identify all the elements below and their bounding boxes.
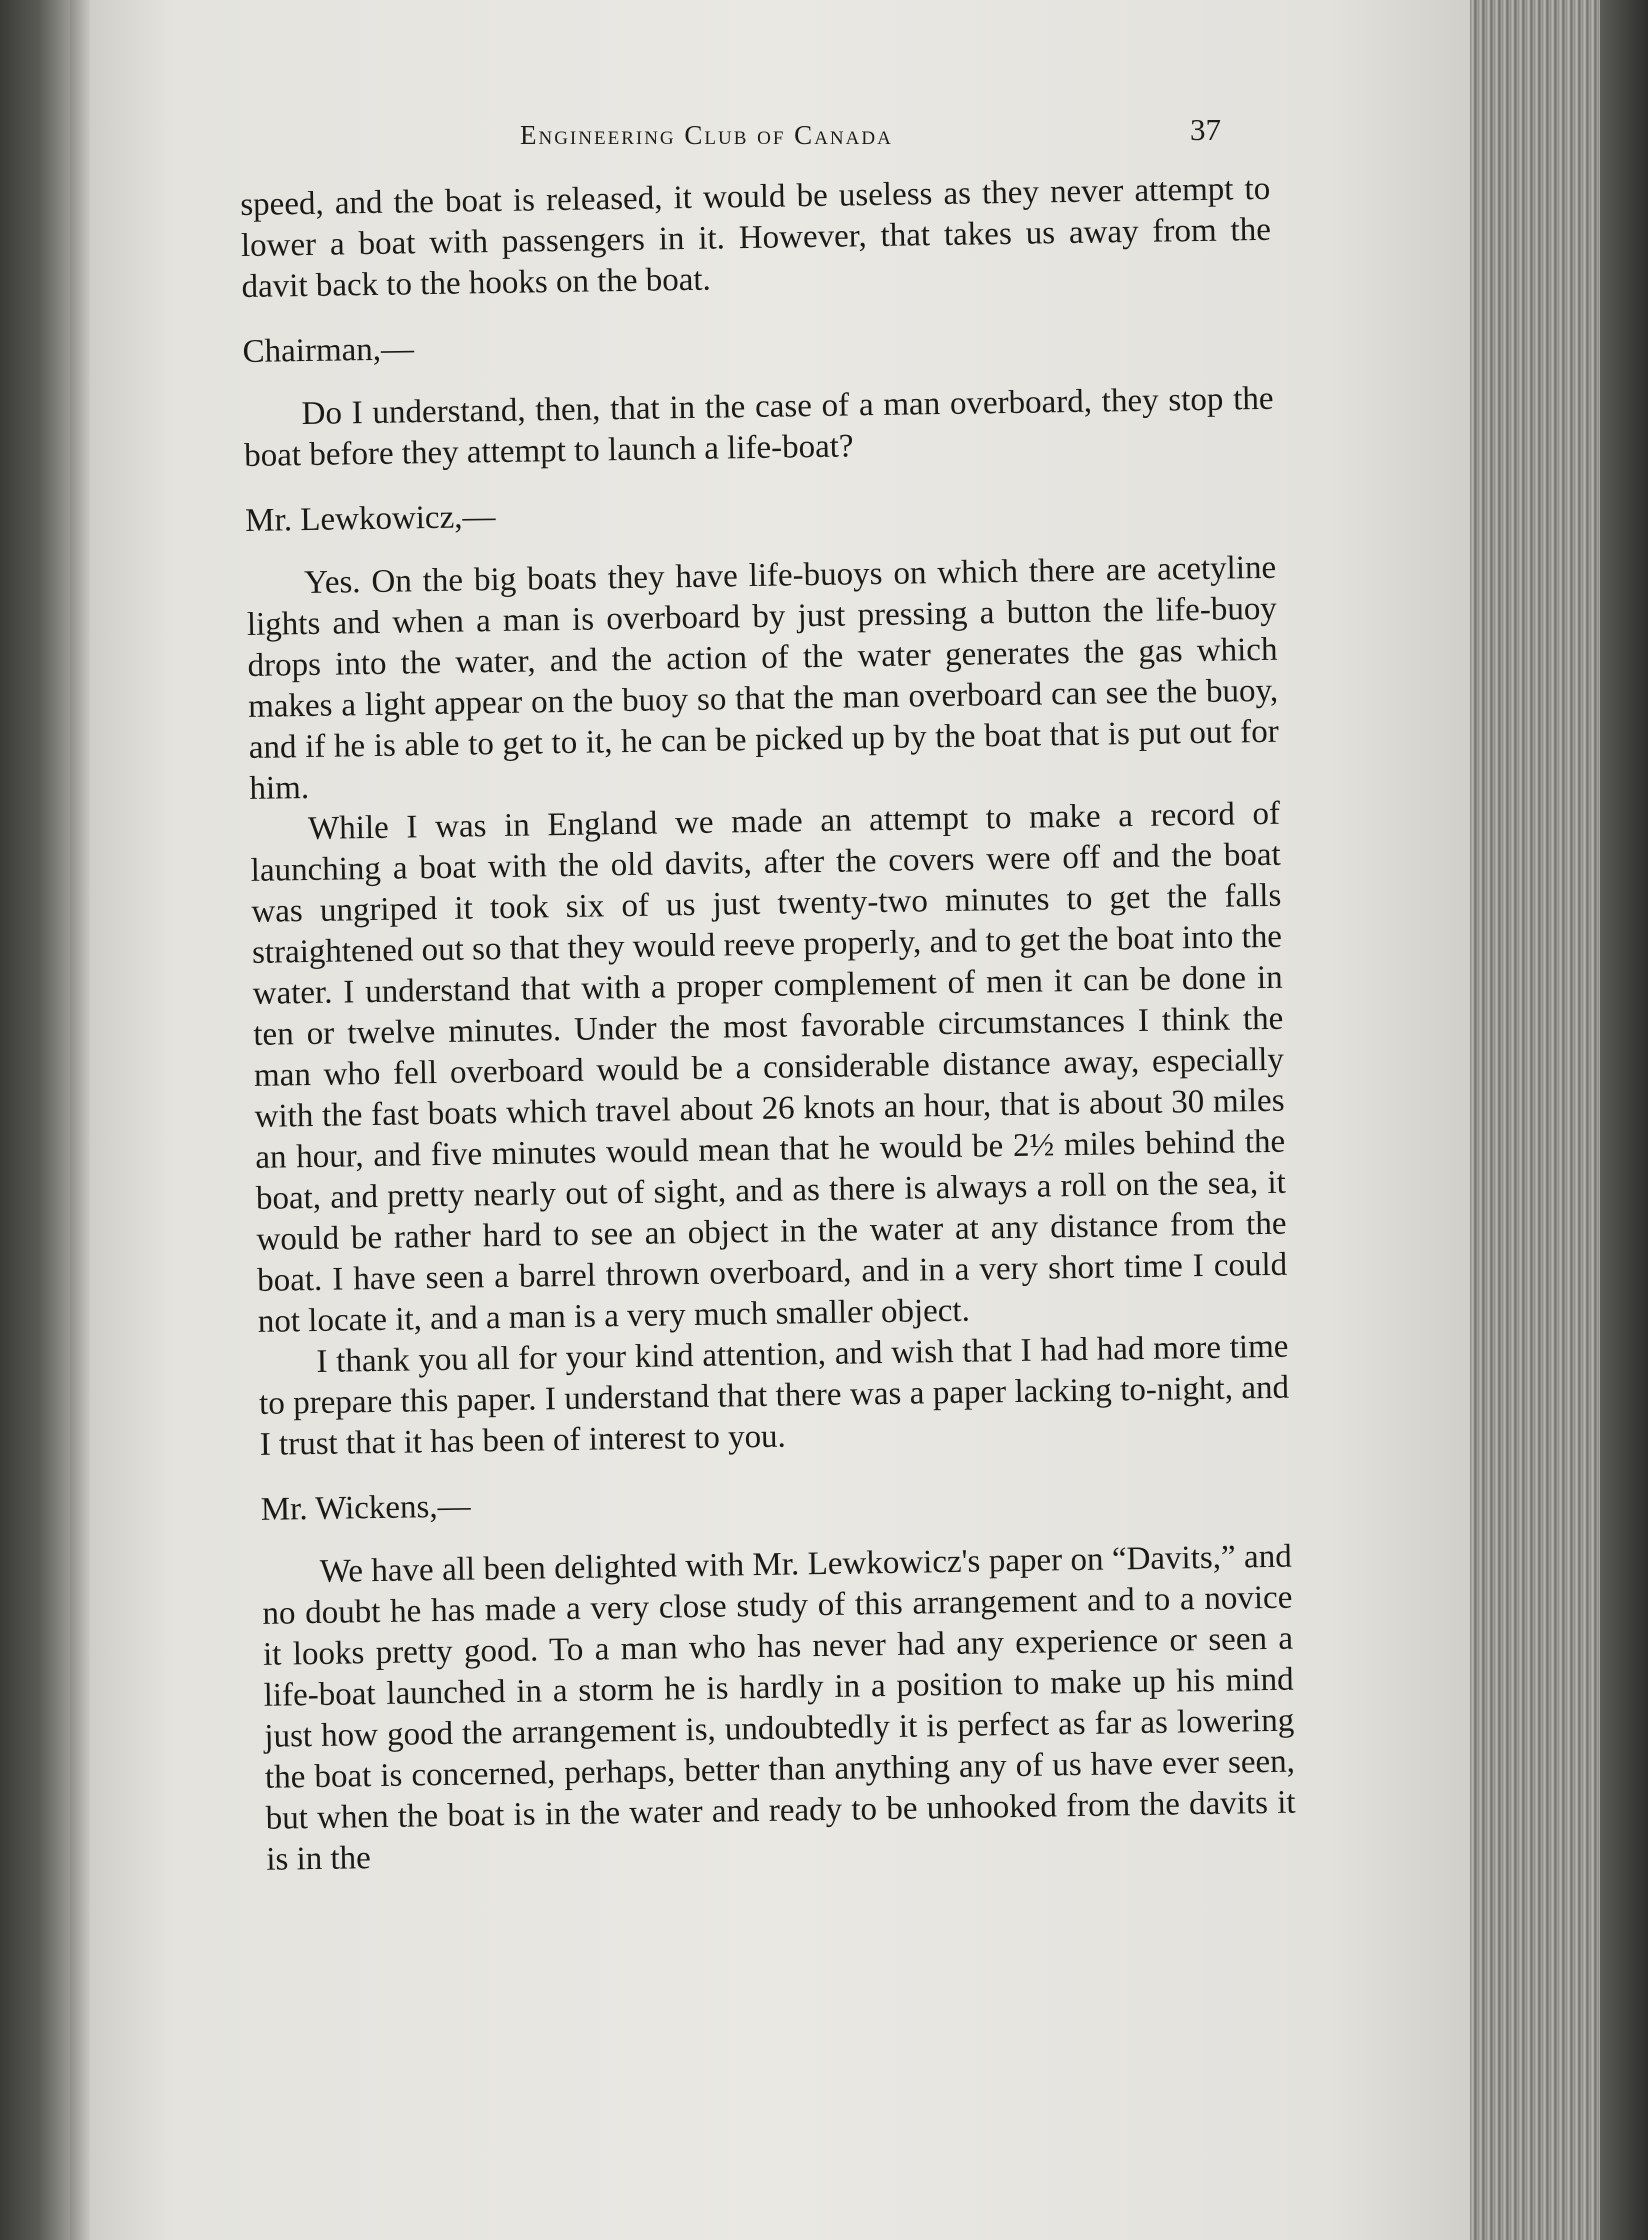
paragraph-chairman-question: Do I understand, then, that in the case of a man overboard, they stop the boat before they attempt to launch a life-boat? — [243, 380, 1274, 474]
speaker-wickens: Mr. Wickens,— — [260, 1488, 471, 1528]
book-spine-shadow — [0, 0, 70, 2240]
paragraph-england-record: While I was in England we made an attempt to make a record of launching a boat with the old davits, after the covers were off and the boat was ungriped it took six of us just twenty-two minutes to get the falls straightened out so that they would reeve properly, and to get the boat into the water. I understand that with a proper complement of men it can be done in ten or twelve minutes. Under the most favorable circumstances I think the man who fell overboard would be a considerable distance away, especially with the fast boats which travel about 26 knots an hour, that is about 30 miles an hour, and five minutes would mean that he would be 2½ miles behind the boat, and pretty nearly out of sight, and as there is always a roll on the sea, it would be rather hard to see an object in the water at any distance from the boat. I have seen a barrel thrown overboard, and in a very short time I could not locate it, and a man is a very much smaller object. — [250, 795, 1288, 1340]
text-body — [240, 169, 1297, 1881]
left-page-edge — [70, 0, 90, 2240]
paragraph-thanks: I thank you all for your kind attention, and wish that I had had more time to prepare this paper. I understand that there was a paper lacking to-night, and I trust that it has been of interest to you. — [258, 1328, 1290, 1463]
page-number: 37 — [1190, 112, 1221, 147]
paragraph-continued: speed, and the boat is released, it would be useless as they never attempt to lower a boat with passengers in it. However, that takes us away from the davit back to the hooks on the boat. — [240, 170, 1272, 305]
speaker-chairman: Chairman,— — [242, 331, 415, 370]
paragraph-wickens-comment: We have all been delighted with Mr. Lewkowicz's paper on “Davits,” and no doubt he has made a very close study of this arrangement and to a novice it looks pretty good. To a man who has never had any experience or seen a life-boat launched in a storm he is hardly in a position to make up his mind just how good the arrangement is, undoubtedly it is perfect as far as lowering the boat is concerned, perhaps, better than anything any of us have ever seen, but when the boat is in the water and ready to be unhooked from the davits it is in the — [262, 1538, 1296, 1878]
page-header — [160, 108, 1240, 158]
running-head: Engineering Club of Canada — [520, 120, 893, 150]
book-cover-edge — [1600, 0, 1648, 2240]
speaker-lewkowicz: Mr. Lewkowicz,— — [244, 499, 496, 539]
paragraph-lifebuoys: Yes. On the big boats they have life-buoys on which there are acetyline lights and when a man is overboard by just pressing a button the life-buoy drops into the water, and the action of the water generates the gas which makes a light appear on the buoy so that the man overboard can see the buoy, and if he is able to get to it, he can be picked up by the boat that is put out for him. — [246, 549, 1279, 807]
